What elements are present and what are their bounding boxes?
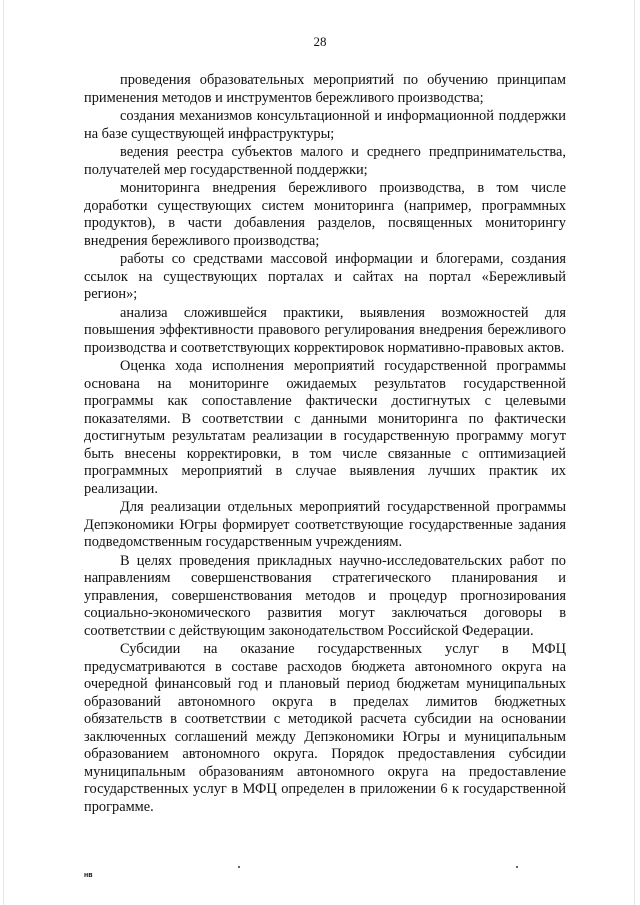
scan-edge-left [3,0,4,905]
paragraph: Для реализации отдельных мероприятий государственной программы Депэкономики Югры формирует соответствующие государственные задания подведомственным государственным учреждениям. [84,499,566,550]
paragraph: ведения реестра субъектов малого и среднего предпринимательства, получателей мер государственной поддержки; [84,144,566,178]
footer-mark: нв [84,872,93,879]
page-number: 28 [313,34,327,49]
paragraph: В целях проведения прикладных научно-исследовательских работ по направлениям совершенствования стратегического планирования и управления, совершенствования методов и процедур прогнозирования социально-экономического развития могут заключаться договоры в соответствии с действующим законодательством Российской Федерации. [84,552,566,639]
paragraph: проведения образовательных мероприятий по обучению принципам применения методов и инструментов бережливого производства; [84,72,566,106]
scan-speck [516,866,518,868]
paragraph: мониторинга внедрения бережливого производства, в том числе доработки существующих систем мониторинга (например, программных продуктов), в части добавления разделов, посвященных мониторингу внедрения бережливого производства; [84,180,566,249]
document-body [84,72,566,817]
paragraph: анализа сложившейся практики, выявления возможностей для повышения эффективности правового регулирования внедрения бережливого производства и соответствующих корректировок нормативно-правовых актов. [84,304,566,356]
paragraph: Оценка хода исполнения мероприятий государственной программы основана на мониторинге ожидаемых результатов государственной программы как сопоставление фактически достигнутых с целевыми показателями. В соответствии с данными мониторинга по фактически достигнутым результатам реализации в государственную программу могут быть внесены корректировки, в том числе связанные с оптимизацией программных мероприятий в случае выявления лучших практик их реализации. [84,358,566,497]
paragraph: создания механизмов консультационной и информационной поддержки на базе существующей инфраструктуры; [84,108,566,142]
scan-edge-right [634,0,635,905]
paragraph: Субсидии на оказание государственных услуг в МФЦ предусматриваются в составе расходов бюджета автономного округа на очередной финансовый год и плановый период бюджетам муниципальных образований автономного округа в пределах лимитов бюджетных обязательств в соответствии с методикой расчета субсидии на основании заключенных соглашений между Депэкономики Югры и муниципальным образованием автономного округа. Порядок предоставления субсидии муниципальным образованиям автономного округа на предоставление государственных услуг в МФЦ определен в приложении 6 к государственной программе. [84,641,566,815]
paragraph: работы со средствами массовой информации и блогерами, создания ссылок на существующих порталах и сайтах на портал «Бережливый регион»; [84,251,566,302]
scan-speck [238,866,240,868]
